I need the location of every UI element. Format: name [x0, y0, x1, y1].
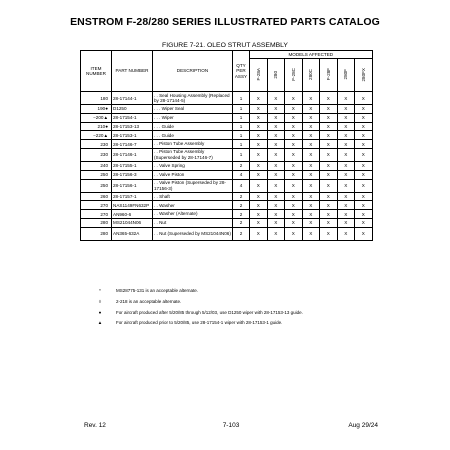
description-cell: . . Nut [153, 218, 233, 227]
model-mark-cell: X [302, 113, 320, 122]
model-mark-cell: X [320, 179, 338, 192]
qty-cell: 1 [233, 148, 250, 161]
model-mark-cell: X [267, 113, 285, 122]
qty-cell: 1 [233, 105, 250, 114]
model-mark-cell: X [285, 122, 303, 131]
model-mark-cell: X [320, 210, 338, 219]
item-number-cell: 180 [81, 92, 112, 105]
model-mark-cell: X [337, 218, 355, 227]
model-mark-cell: X [337, 210, 355, 219]
model-mark-cell: X [285, 113, 303, 122]
model-mark-cell: X [267, 201, 285, 210]
part-number-cell: 28-17157-1 [112, 192, 153, 201]
model-mark-cell: X [337, 105, 355, 114]
model-mark-cell: X [267, 92, 285, 105]
part-number-cell: 28-17153-1 [112, 131, 153, 140]
model-mark-cell: X [285, 210, 303, 219]
footnote-symbol: ◊ [98, 298, 102, 304]
model-mark-cell: X [337, 161, 355, 170]
header-models-affected: MODELS AFFECTED [250, 51, 373, 59]
item-number-cell: 230 [81, 148, 112, 161]
model-mark-cell: X [320, 218, 338, 227]
qty-cell: 1 [233, 92, 250, 105]
footnote [96, 299, 386, 306]
table-row [81, 201, 373, 210]
model-mark-cell: X [267, 210, 285, 219]
item-number-cell: 230 [81, 140, 112, 149]
model-mark-cell: X [302, 122, 320, 131]
model-mark-cell: X [250, 210, 268, 219]
description-cell: . . . Guide [153, 131, 233, 140]
model-mark-cell: X [302, 161, 320, 170]
model-mark-cell: X [320, 227, 338, 240]
figure-title: FIGURE 7-21. OLEO STRUT ASSEMBLY [162, 42, 288, 49]
part-number-cell: 28-17146-1 [112, 148, 153, 161]
model-label: F-28A [255, 68, 261, 81]
model-mark-cell: X [302, 227, 320, 240]
table-row [81, 192, 373, 201]
model-mark-cell: X [302, 192, 320, 201]
header-model [302, 59, 320, 92]
parts-table [80, 50, 373, 241]
item-number-cell: 190● [81, 105, 112, 114]
table-row [81, 210, 373, 219]
header-description: DESCRIPTION [153, 51, 233, 92]
item-number-cell: 240 [81, 161, 112, 170]
model-mark-cell: X [355, 210, 373, 219]
part-number-cell: AN365-632A [112, 227, 153, 240]
model-mark-cell: X [337, 122, 355, 131]
table-row [81, 218, 373, 227]
header-item-number: ITEM NUMBER [81, 51, 112, 92]
header-model [320, 59, 338, 92]
model-mark-cell: X [285, 105, 303, 114]
footnote-text: For aircraft produced after 5/20/85 through 5/12/03, use D1250 wiper with 28-17153-13 guide. [116, 309, 303, 315]
model-mark-cell: X [355, 105, 373, 114]
model-mark-cell: X [285, 161, 303, 170]
table-row [81, 179, 373, 192]
model-label: 280FX [360, 67, 366, 82]
model-mark-cell: X [250, 105, 268, 114]
header-model [267, 59, 285, 92]
page-footer [84, 422, 378, 432]
model-mark-cell: X [337, 227, 355, 240]
item-number-cell: 280 [81, 218, 112, 227]
model-mark-cell: X [320, 105, 338, 114]
model-mark-cell: X [285, 140, 303, 149]
model-mark-cell: X [285, 218, 303, 227]
model-mark-cell: X [355, 92, 373, 105]
model-mark-cell: X [320, 192, 338, 201]
model-mark-cell: X [355, 161, 373, 170]
qty-cell: 1 [233, 140, 250, 149]
model-mark-cell: X [337, 140, 355, 149]
description-cell: . . Piston Tube Assembly (Superseded by 28-17146-7) [153, 148, 233, 161]
model-mark-cell: X [355, 113, 373, 122]
header-model [337, 59, 355, 92]
model-mark-cell: X [250, 192, 268, 201]
model-mark-cell: X [337, 170, 355, 179]
model-mark-cell: X [250, 161, 268, 170]
model-mark-cell: X [285, 92, 303, 105]
model-mark-cell: X [355, 131, 373, 140]
model-mark-cell: X [250, 92, 268, 105]
footnote-symbol: * [99, 288, 101, 293]
qty-cell: 1 [233, 113, 250, 122]
model-mark-cell: X [285, 192, 303, 201]
model-mark-cell: X [320, 161, 338, 170]
model-mark-cell: X [355, 170, 373, 179]
model-mark-cell: X [355, 122, 373, 131]
model-label: 280F [343, 69, 349, 80]
table-row [81, 113, 373, 122]
model-mark-cell: X [337, 201, 355, 210]
item-number-cell: 270 [81, 210, 112, 219]
model-mark-cell: X [355, 148, 373, 161]
part-number-cell: 28-17146-7 [112, 140, 153, 149]
footnote [96, 320, 386, 327]
item-number-cell: 250 [81, 179, 112, 192]
model-mark-cell: X [355, 192, 373, 201]
model-mark-cell: X [320, 170, 338, 179]
part-number-cell: MS21044N06 [112, 218, 153, 227]
footnote [96, 288, 386, 295]
model-mark-cell: X [302, 148, 320, 161]
part-number-cell: D1250 [112, 105, 153, 114]
description-cell: . . Washer (Alternate) [153, 210, 233, 219]
page-number: 7-103 [222, 422, 240, 429]
description-cell: . . Valve Piston (Superseded by 28-17156-3) [153, 179, 233, 192]
model-mark-cell: X [250, 148, 268, 161]
model-label: 280 [273, 70, 279, 79]
qty-cell: 1 [233, 131, 250, 140]
description-cell: . . Nut (Superseded by MS21044N06) [153, 227, 233, 240]
header-model [355, 59, 373, 92]
description-cell: . . Shaft [153, 192, 233, 201]
model-mark-cell: X [285, 170, 303, 179]
qty-cell: 4 [233, 179, 250, 192]
description-cell: . . Seal Housing Assembly (Replaced by 28-17144-5) [153, 92, 233, 105]
qty-cell: 2 [233, 210, 250, 219]
description-cell: . . Valve Spring [153, 161, 233, 170]
qty-cell: 1 [233, 122, 250, 131]
model-mark-cell: X [285, 179, 303, 192]
qty-cell: 2 [233, 161, 250, 170]
description-cell: . . Valve Piston [153, 170, 233, 179]
model-mark-cell: X [250, 140, 268, 149]
footnote-symbol: ● [98, 309, 102, 315]
part-number-cell: NAS1149FN632P [112, 201, 153, 210]
model-mark-cell: X [302, 140, 320, 149]
header-part-number: PART NUMBER [112, 51, 153, 92]
model-mark-cell: X [267, 192, 285, 201]
description-cell: . . Washer [153, 201, 233, 210]
header-qty-per-assy: QTY PER ASSY [233, 51, 250, 92]
model-mark-cell: X [302, 218, 320, 227]
part-number-cell: 28-17153-13 [112, 122, 153, 131]
item-number-cell: 280 [81, 227, 112, 240]
model-mark-cell: X [250, 113, 268, 122]
table-row [81, 131, 373, 140]
model-mark-cell: X [267, 218, 285, 227]
model-mark-cell: X [302, 105, 320, 114]
table-row [81, 140, 373, 149]
model-mark-cell: X [337, 179, 355, 192]
part-number-cell: 28-17144-1 [112, 92, 153, 105]
model-mark-cell: X [267, 140, 285, 149]
model-mark-cell: X [355, 140, 373, 149]
item-number-cell: 210● [81, 122, 112, 131]
item-number-cell: 250 [81, 170, 112, 179]
model-mark-cell: X [302, 92, 320, 105]
model-mark-cell: X [250, 227, 268, 240]
footnote-text: For aircraft produced prior to 5/20/85, use 28-17154-1 wiper with 28-17153-1 guide. [116, 320, 283, 326]
model-mark-cell: X [285, 227, 303, 240]
model-mark-cell: X [337, 92, 355, 105]
model-mark-cell: X [250, 201, 268, 210]
model-mark-cell: X [267, 131, 285, 140]
footnote-symbol: ▲ [97, 320, 103, 326]
part-number-cell: 28-17154-1 [112, 113, 153, 122]
model-mark-cell: X [250, 170, 268, 179]
item-number-cell: 270 [81, 201, 112, 210]
model-mark-cell: X [285, 131, 303, 140]
table-row [81, 92, 373, 105]
model-mark-cell: X [320, 148, 338, 161]
catalog-title: ENSTROM F-28/280 SERIES ILLUSTRATED PARTS CATALOG [70, 16, 380, 28]
table-row [81, 122, 373, 131]
qty-cell: 2 [233, 218, 250, 227]
model-mark-cell: X [320, 92, 338, 105]
model-mark-cell: X [355, 218, 373, 227]
model-mark-cell: X [250, 131, 268, 140]
qty-cell: 2 [233, 227, 250, 240]
model-label: F-28C [290, 67, 296, 81]
table-row [81, 161, 373, 170]
model-mark-cell: X [302, 210, 320, 219]
part-number-cell: 28-17155-1 [112, 161, 153, 170]
model-mark-cell: X [337, 113, 355, 122]
part-number-cell: 28-17156-3 [112, 170, 153, 179]
description-cell: . . Piston Tube Assembly [153, 140, 233, 149]
model-mark-cell: X [320, 140, 338, 149]
model-mark-cell: X [267, 170, 285, 179]
model-mark-cell: X [337, 148, 355, 161]
item-number-cell: −200▲ [81, 113, 112, 122]
footnote [96, 310, 386, 317]
revision-label: Rev. 12 [84, 422, 106, 429]
model-mark-cell: X [267, 148, 285, 161]
model-mark-cell: X [267, 227, 285, 240]
model-mark-cell: X [320, 201, 338, 210]
model-mark-cell: X [320, 113, 338, 122]
model-mark-cell: X [267, 105, 285, 114]
description-cell: . . . Wiper Seal [153, 105, 233, 114]
table-row [81, 170, 373, 179]
model-mark-cell: X [250, 179, 268, 192]
model-mark-cell: X [302, 201, 320, 210]
model-mark-cell: X [267, 179, 285, 192]
model-mark-cell: X [267, 122, 285, 131]
model-mark-cell: X [302, 170, 320, 179]
model-mark-cell: X [320, 122, 338, 131]
model-mark-cell: X [250, 218, 268, 227]
model-mark-cell: X [250, 122, 268, 131]
model-label: F-28F [325, 68, 331, 81]
item-number-cell: 260 [81, 192, 112, 201]
model-mark-cell: X [355, 201, 373, 210]
model-mark-cell: X [285, 201, 303, 210]
table-row [81, 148, 373, 161]
qty-cell: 2 [233, 201, 250, 210]
table-row [81, 227, 373, 240]
model-label: 280C [308, 68, 314, 80]
description-cell: . . . Guide [153, 122, 233, 131]
part-number-cell: AN960-6 [112, 210, 153, 219]
model-mark-cell: X [302, 179, 320, 192]
model-mark-cell: X [267, 161, 285, 170]
item-number-cell: −220▲ [81, 131, 112, 140]
table-row [81, 105, 373, 114]
model-mark-cell: X [302, 131, 320, 140]
header-model [250, 59, 268, 92]
description-cell: . . . Wiper [153, 113, 233, 122]
footnote-text: 2-218 is an acceptable alternate. [116, 298, 182, 304]
footnote-text: MS28775-131 is an acceptable alternate. [116, 288, 199, 293]
model-mark-cell: X [337, 131, 355, 140]
model-mark-cell: X [285, 148, 303, 161]
model-mark-cell: X [355, 179, 373, 192]
part-number-cell: 28-17156-1 [112, 179, 153, 192]
footnotes [96, 288, 386, 331]
qty-cell: 4 [233, 170, 250, 179]
model-mark-cell: X [337, 192, 355, 201]
header-model [285, 59, 303, 92]
model-mark-cell: X [355, 227, 373, 240]
model-mark-cell: X [320, 131, 338, 140]
revision-date: Aug 29/24 [348, 422, 378, 429]
qty-cell: 2 [233, 192, 250, 201]
